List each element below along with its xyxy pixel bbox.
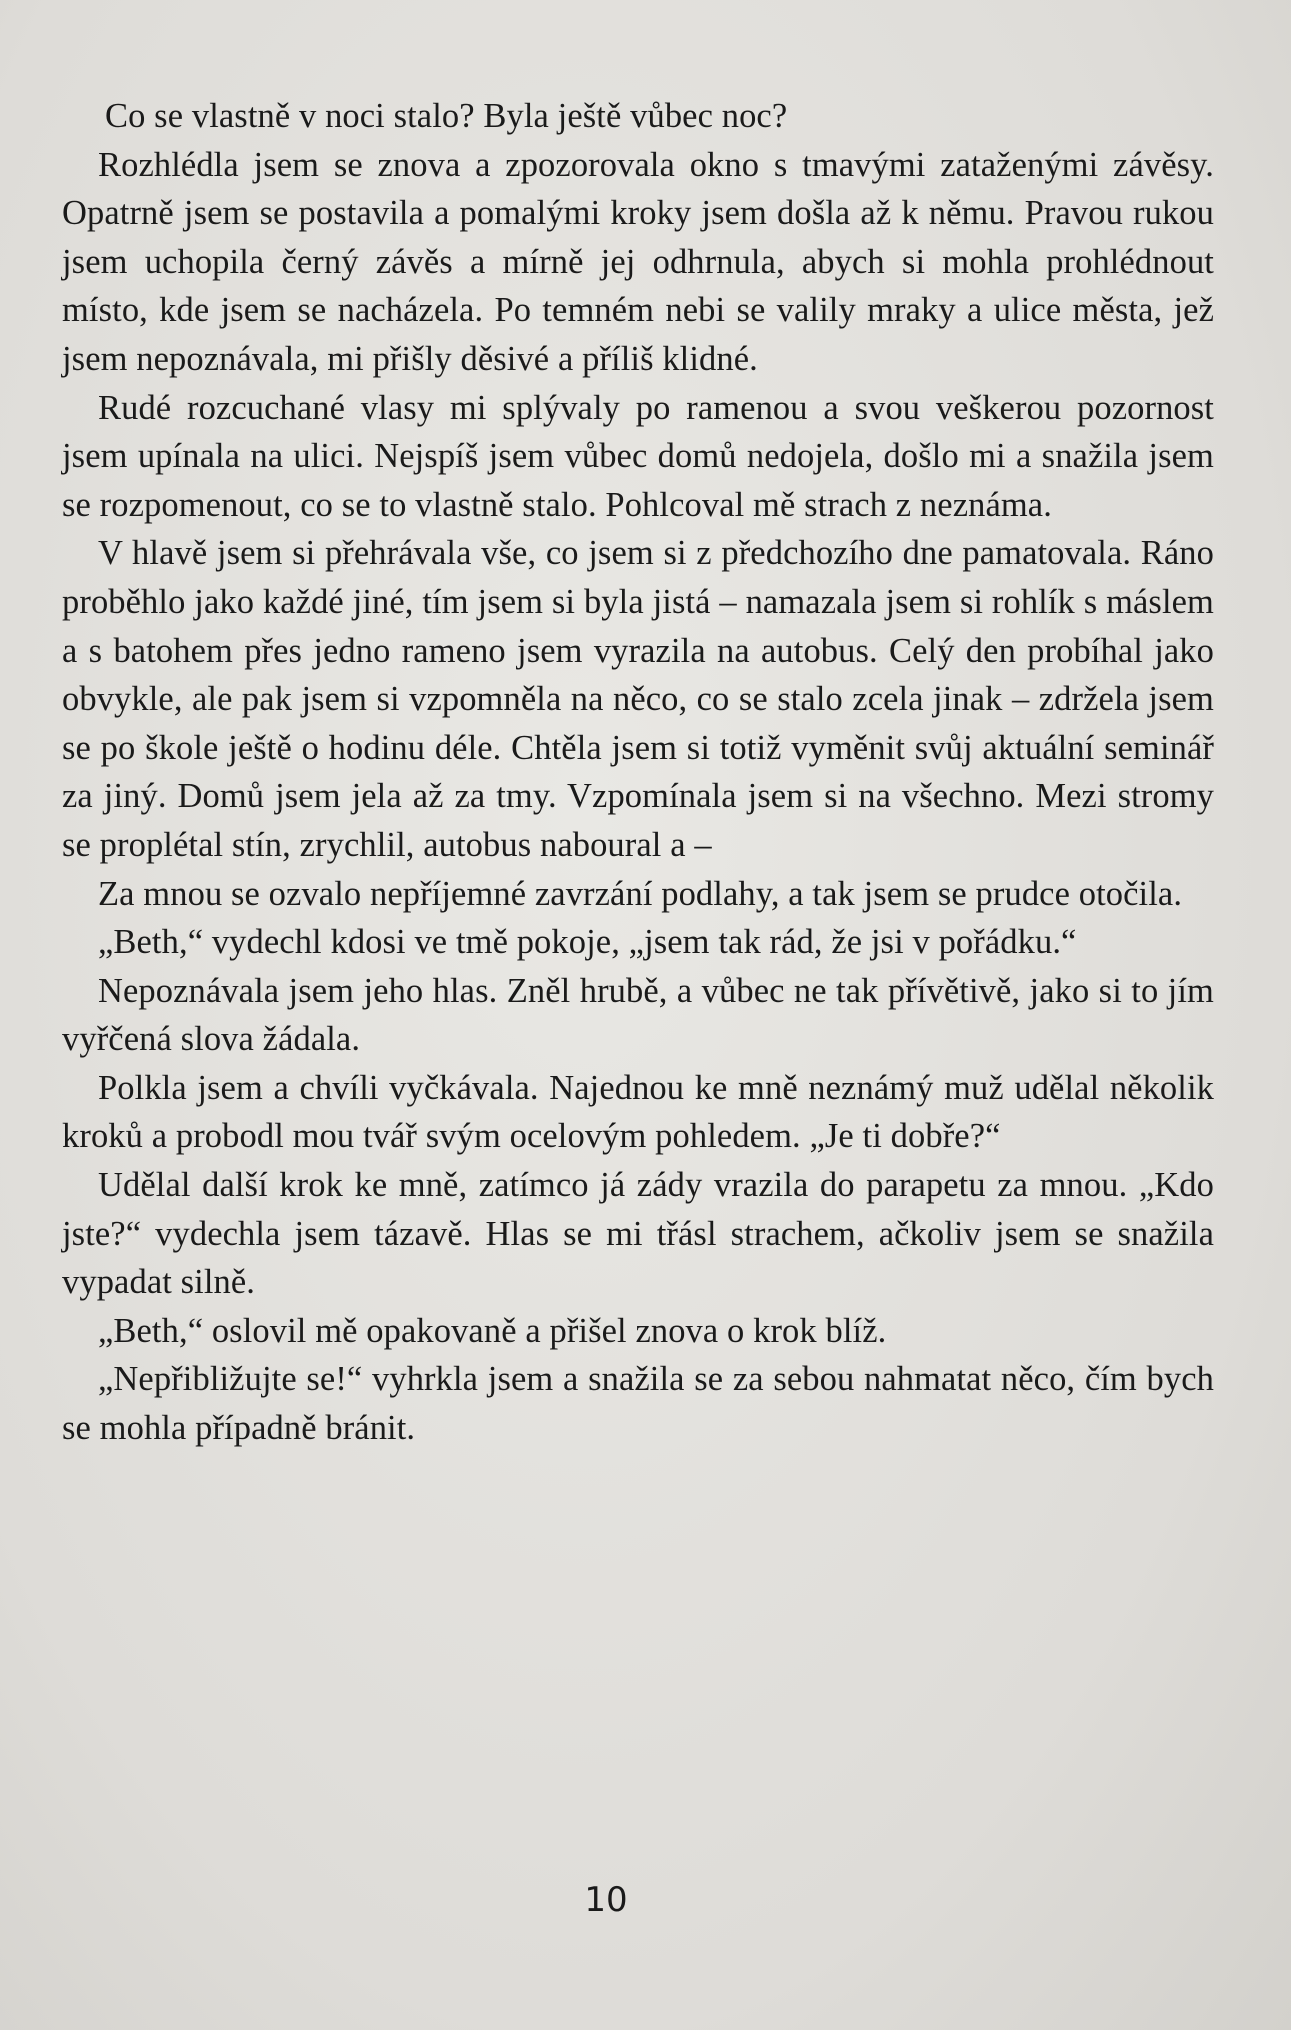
paragraph: Nepoznávala jsem jeho hlas. Zněl hrubě, a vůbec ne tak přívětivě, jako si to jím vyřčená slova žádala. [62, 971, 1214, 1059]
page-text [62, 92, 1214, 1453]
paragraph: Rudé rozcuchané vlasy mi splývaly po ramenou a svou veškerou pozornost jsem upínala na ulici. Nejspíš jsem vůbec domů nedojela, došlo mi a snažila jsem se rozpomenout, co se to vlastně stalo. Pohlcoval mě strach z neznáma. [62, 388, 1214, 524]
paragraph: Udělal další krok ke mně, zatímco já zády vrazila do parapetu za mnou. „Kdo jste?“ vydechla jsem tázavě. Hlas se mi třásl strachem, ačkoliv jsem se snažila vypadat silně. [62, 1166, 1214, 1302]
paragraph: „Nepřibližujte se!“ vyhrkla jsem a snažila se za sebou nahmatat něco, čím bych se mohla případně bránit. [62, 1360, 1214, 1448]
page-number: 10 [584, 1880, 628, 1920]
paragraph: Co se vlastně v noci stalo? Byla ještě vůbec noc? [105, 97, 788, 135]
paragraph: „Beth,“ oslovil mě opakovaně a přišel znova o krok blíž. [98, 1311, 887, 1350]
paragraph: V hlavě jsem si přehrávala vše, co jsem si z předchozího dne pamatovala. Ráno proběhlo jako každé jiné, tím jsem si byla jistá – namazala jsem si rohlík s máslem a s batohem přes jedno rameno jsem vyrazila na autobus. Celý den probíhal jako obvykle, ale pak jsem si vzpomněla na něco, co se stalo zcela jinak – zdržela jsem se po škole ještě o hodinu déle. Chtěla jsem si totiž vyměnit svůj aktuální seminář za jiný. Domů jsem jela až za tmy. Vzpomínala jsem si na všechno. Mezi stromy se proplétal stín, zrychlil, autobus naboural a – [62, 534, 1214, 864]
paragraph: Polkla jsem a chvíli vyčkávala. Najednou ke mně neznámý muž udělal několik kroků a probodl mou tvář svým ocelovým pohledem. „Je ti dobře?“ [62, 1068, 1214, 1156]
paragraph: Rozhlédla jsem se znova a zpozorovala okno s tmavými zataženými závěsy. Opatrně jsem se postavila a pomalými kroky jsem došla až k němu. Pravou rukou jsem uchopila černý závěs a mírně jej odhrnula, abych si mohla prohlédnout místo, kde jsem se nacházela. Po temném nebi se valily mraky a ulice města, jež jsem nepoznávala, mi přišly děsivé a příliš klidné. [62, 145, 1214, 378]
paragraph: „Beth,“ vydechl kdosi ve tmě pokoje, „jsem tak rád, že jsi v pořádku.“ [98, 923, 1077, 962]
paragraph: Za mnou se ozvalo nepříjemné zavrzání podlahy, a tak jsem se prudce otočila. [98, 874, 1183, 913]
